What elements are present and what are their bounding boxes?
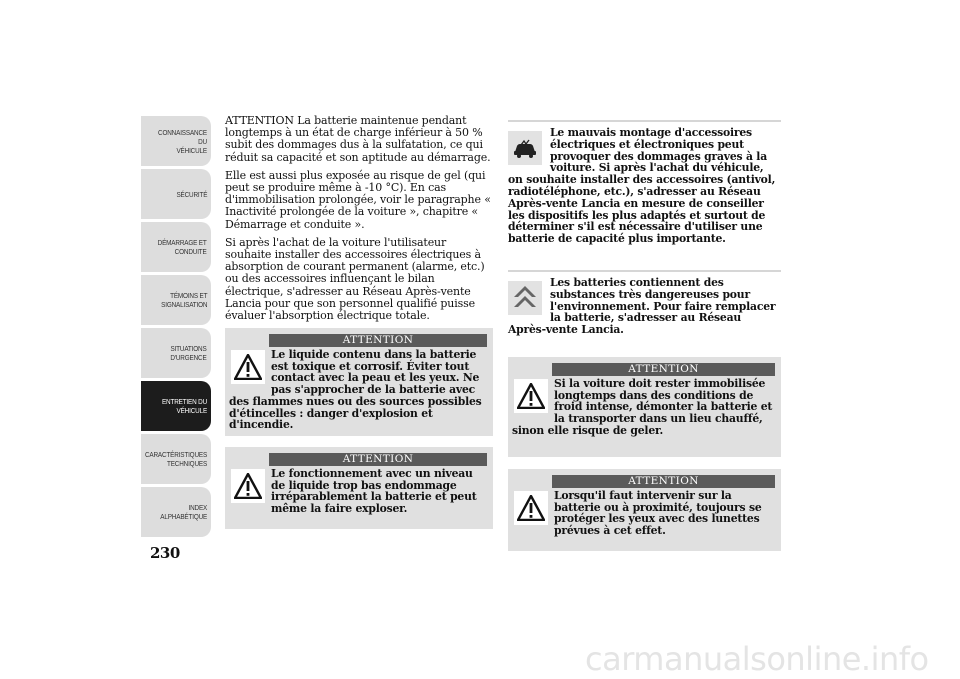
warning-heading: ATTENTION xyxy=(552,475,775,488)
warning-triangle-icon xyxy=(231,350,265,384)
divider xyxy=(508,270,781,272)
warning-triangle-icon xyxy=(514,379,548,413)
warning-box-niveau xyxy=(225,447,493,529)
note-montage-accessoires xyxy=(508,127,781,245)
tab-demarrage-et-conduite[interactable]: DÉMARRAGE ET CONDUITE xyxy=(141,222,211,272)
tab-temoins-et-signalisation[interactable]: TÉMOINS ET SIGNALISATION xyxy=(141,275,211,325)
note-text: Le mauvais montage d'accessoires électriques et électroniques peut provoquer des dommages graves à la voiture. Si après l'achat du véhicule, on souhaite installer des accessoires (antivol, radiotéléphone, etc.), s'adresser au Réseau Après-vente Lancia en mesure de conseiller les dispositifs les plus adaptés et surtout de déterminer s'il est nécessaire d'utiliser une batterie de capacité plus importante. xyxy=(508,126,776,246)
warning-heading: ATTENTION xyxy=(552,363,775,376)
warning-triangle-icon xyxy=(231,469,265,503)
warning-text: Lorsqu'il faut intervenir sur la batterie ou à proximité, toujours se protéger les yeux avec des lunettes prévues à cet effet. xyxy=(554,489,762,538)
warning-text: Le liquide contenu dans la batterie est toxique et corrosif. Éviter tout contact avec la peau et les yeux. Ne pas s'approcher de la batterie avec des flammes nues ou des sources possibles d'étincelles : danger d'explosion et d'incendie. xyxy=(229,348,482,432)
note-environnement xyxy=(508,277,781,336)
divider xyxy=(508,120,781,122)
page-number: 230 xyxy=(150,544,180,562)
recycle-environment-icon xyxy=(508,281,542,315)
tab-situations-urgence[interactable]: SITUATIONS D'URGENCE xyxy=(141,328,211,378)
tab-securite[interactable]: SÉCURITÉ xyxy=(141,169,211,219)
warning-box-lunettes xyxy=(508,469,781,551)
paragraph-accessoires: Si après l'achat de la voiture l'utilisateur souhaite installer des accessoires électriques à absorption de courant permanent (alarme, etc.) ou des accessoires influençant le bilan électrique, s'adresser au Réseau Après-vente Lancia pour que son personnel qualifié puisse évaluer l'absorption électrique totale. xyxy=(225,235,485,323)
warning-heading: ATTENTION xyxy=(269,334,487,347)
warning-triangle-icon xyxy=(514,491,548,525)
tab-entretien-du-vehicule[interactable]: ENTRETIEN DU VÉHICULE xyxy=(141,381,211,431)
warning-text: Si la voiture doit rester immobilisée longtemps dans des conditions de froid intense, démonter la batterie et la transporter dans un lieu chauffé, sinon elle risque de geler. xyxy=(512,377,773,437)
paragraph-gel: Elle est aussi plus exposée au risque de gel (qui peut se produire même à -10 °C). En cas d'immobilisation prolongée, voir le paragraphe « Inactivité prolongée de la voiture », chapitre « Démarrage et conduite ». xyxy=(225,168,491,231)
warning-text: Le fonctionnement avec un niveau de liquide trop bas endommage irréparablement la batterie et peut même la faire exploser. xyxy=(271,467,477,516)
car-damage-icon xyxy=(508,131,542,165)
warning-box-liquide xyxy=(225,328,493,436)
tab-connaissance-du-vehicule[interactable]: CONNAISSANCE DU VÉHICULE xyxy=(141,116,211,166)
warning-box-froid xyxy=(508,357,781,457)
tab-caracteristiques-techniques[interactable]: CARACTÉRISTIQUES TECHNIQUES xyxy=(141,434,211,484)
warning-heading: ATTENTION xyxy=(269,453,487,466)
watermark: carmanualsonline.info xyxy=(585,640,929,678)
tab-index-alphabetique[interactable]: INDEX ALPHABÉTIQUE xyxy=(141,487,211,537)
paragraph-sulfatation: ATTENTION La batterie maintenue pendant longtemps à un état de charge inférieur à 50 % subit des dommages dus à la sulfatation, ce qui réduit sa capacité et son aptitude au démarrage. xyxy=(225,114,491,164)
note-text: Les batteries contiennent des substances très dangereuses pour l'environnement. Pour faire remplacer la batterie, s'adresser au Réseau Après-vente Lancia. xyxy=(508,276,776,337)
left-column xyxy=(225,115,493,328)
